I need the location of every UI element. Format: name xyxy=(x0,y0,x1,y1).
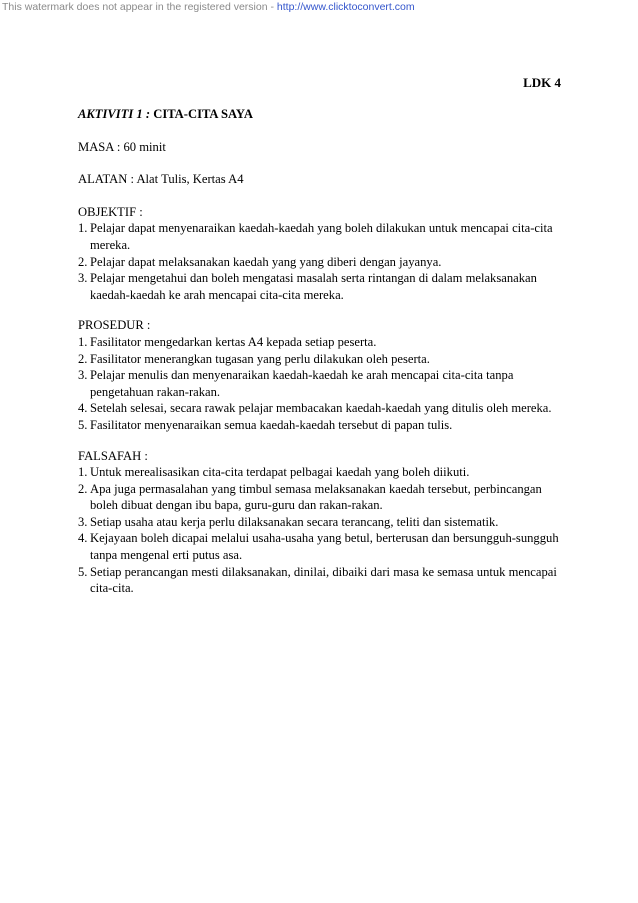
procedure-heading: PROSEDUR : xyxy=(78,318,151,333)
philosophy-list xyxy=(78,464,560,597)
list-item: 4. Setelah selesai, secara rawak pelajar membacakan kaedah-kaedah yang ditulis oleh mereka. xyxy=(78,401,552,416)
list-item: 3. Pelajar mengetahui dan boleh mengatasi masalah serta rintangan di dalam melaksanakan kaedah-kaedah ke arah mencapai cita-cita mereka. xyxy=(78,271,537,302)
list-item: 3. Pelajar menulis dan menyenaraikan kaedah-kaedah ke arah mencapai cita-cita tanpa pengetahuan rakan-rakan. xyxy=(78,368,514,399)
list-item: 1. Pelajar dapat menyenaraikan kaedah-kaedah yang boleh dilakukan untuk mencapai cita-cita mereka. xyxy=(78,221,553,252)
list-item: 1. Untuk merealisasikan cita-cita terdapat pelbagai kaedah yang boleh diikuti. xyxy=(78,465,470,480)
watermark-notice xyxy=(2,1,415,13)
document-body xyxy=(78,106,560,611)
objectives-list xyxy=(78,220,560,303)
philosophy-section xyxy=(78,448,560,597)
philosophy-heading: FALSAFAH : xyxy=(78,448,148,463)
list-item: 4. Kejayaan boleh dicapai melalui usaha-usaha yang betul, berterusan dan bersungguh-sungguh tanpa mengenal erti putus asa. xyxy=(78,531,559,563)
activity-label: AKTIVITI 1 : xyxy=(78,107,151,121)
duration-line: MASA : 60 minit xyxy=(78,139,166,154)
activity-title xyxy=(78,106,560,123)
activity-name: CITA-CITA SAYA xyxy=(150,107,253,121)
list-item: 2. Pelajar dapat melaksanakan kaedah yang yang diberi dengan jayanya. xyxy=(78,254,442,269)
list-item: 3. Setiap usaha atau kerja perlu dilaksanakan secara terancang, teliti dan sistematik. xyxy=(78,514,499,529)
list-item: 2. Fasilitator menerangkan tugasan yang perlu dilakukan oleh peserta. xyxy=(78,351,430,366)
objectives-heading: OBJEKTIF : xyxy=(78,204,143,219)
list-item: 5. Fasilitator menyenaraikan semua kaedah-kaedah tersebut di papan tulis. xyxy=(78,417,453,432)
materials-line: ALATAN : Alat Tulis, Kertas A4 xyxy=(78,172,244,187)
list-item: 1. Fasilitator mengedarkan kertas A4 kepada setiap peserta. xyxy=(78,334,377,349)
list-item: 2. Apa juga permasalahan yang timbul semasa melaksanakan kaedah tersebut, perbincangan boleh dibuat dengan ibu bapa, guru-guru dan rakan-rakan. xyxy=(78,481,542,513)
document-code: LDK 4 xyxy=(523,75,561,90)
procedure-list xyxy=(78,334,560,434)
procedure-section xyxy=(78,317,560,433)
watermark-link[interactable]: http://www.clicktoconvert.com xyxy=(276,1,415,13)
list-item: 5. Setiap perancangan mesti dilaksanakan, dinilai, dibaiki dari masa ke semasa untuk mencapai cita-cita. xyxy=(78,564,557,596)
objectives-section xyxy=(78,204,560,304)
watermark-text: This watermark does not appear in the registered version - xyxy=(2,1,277,13)
